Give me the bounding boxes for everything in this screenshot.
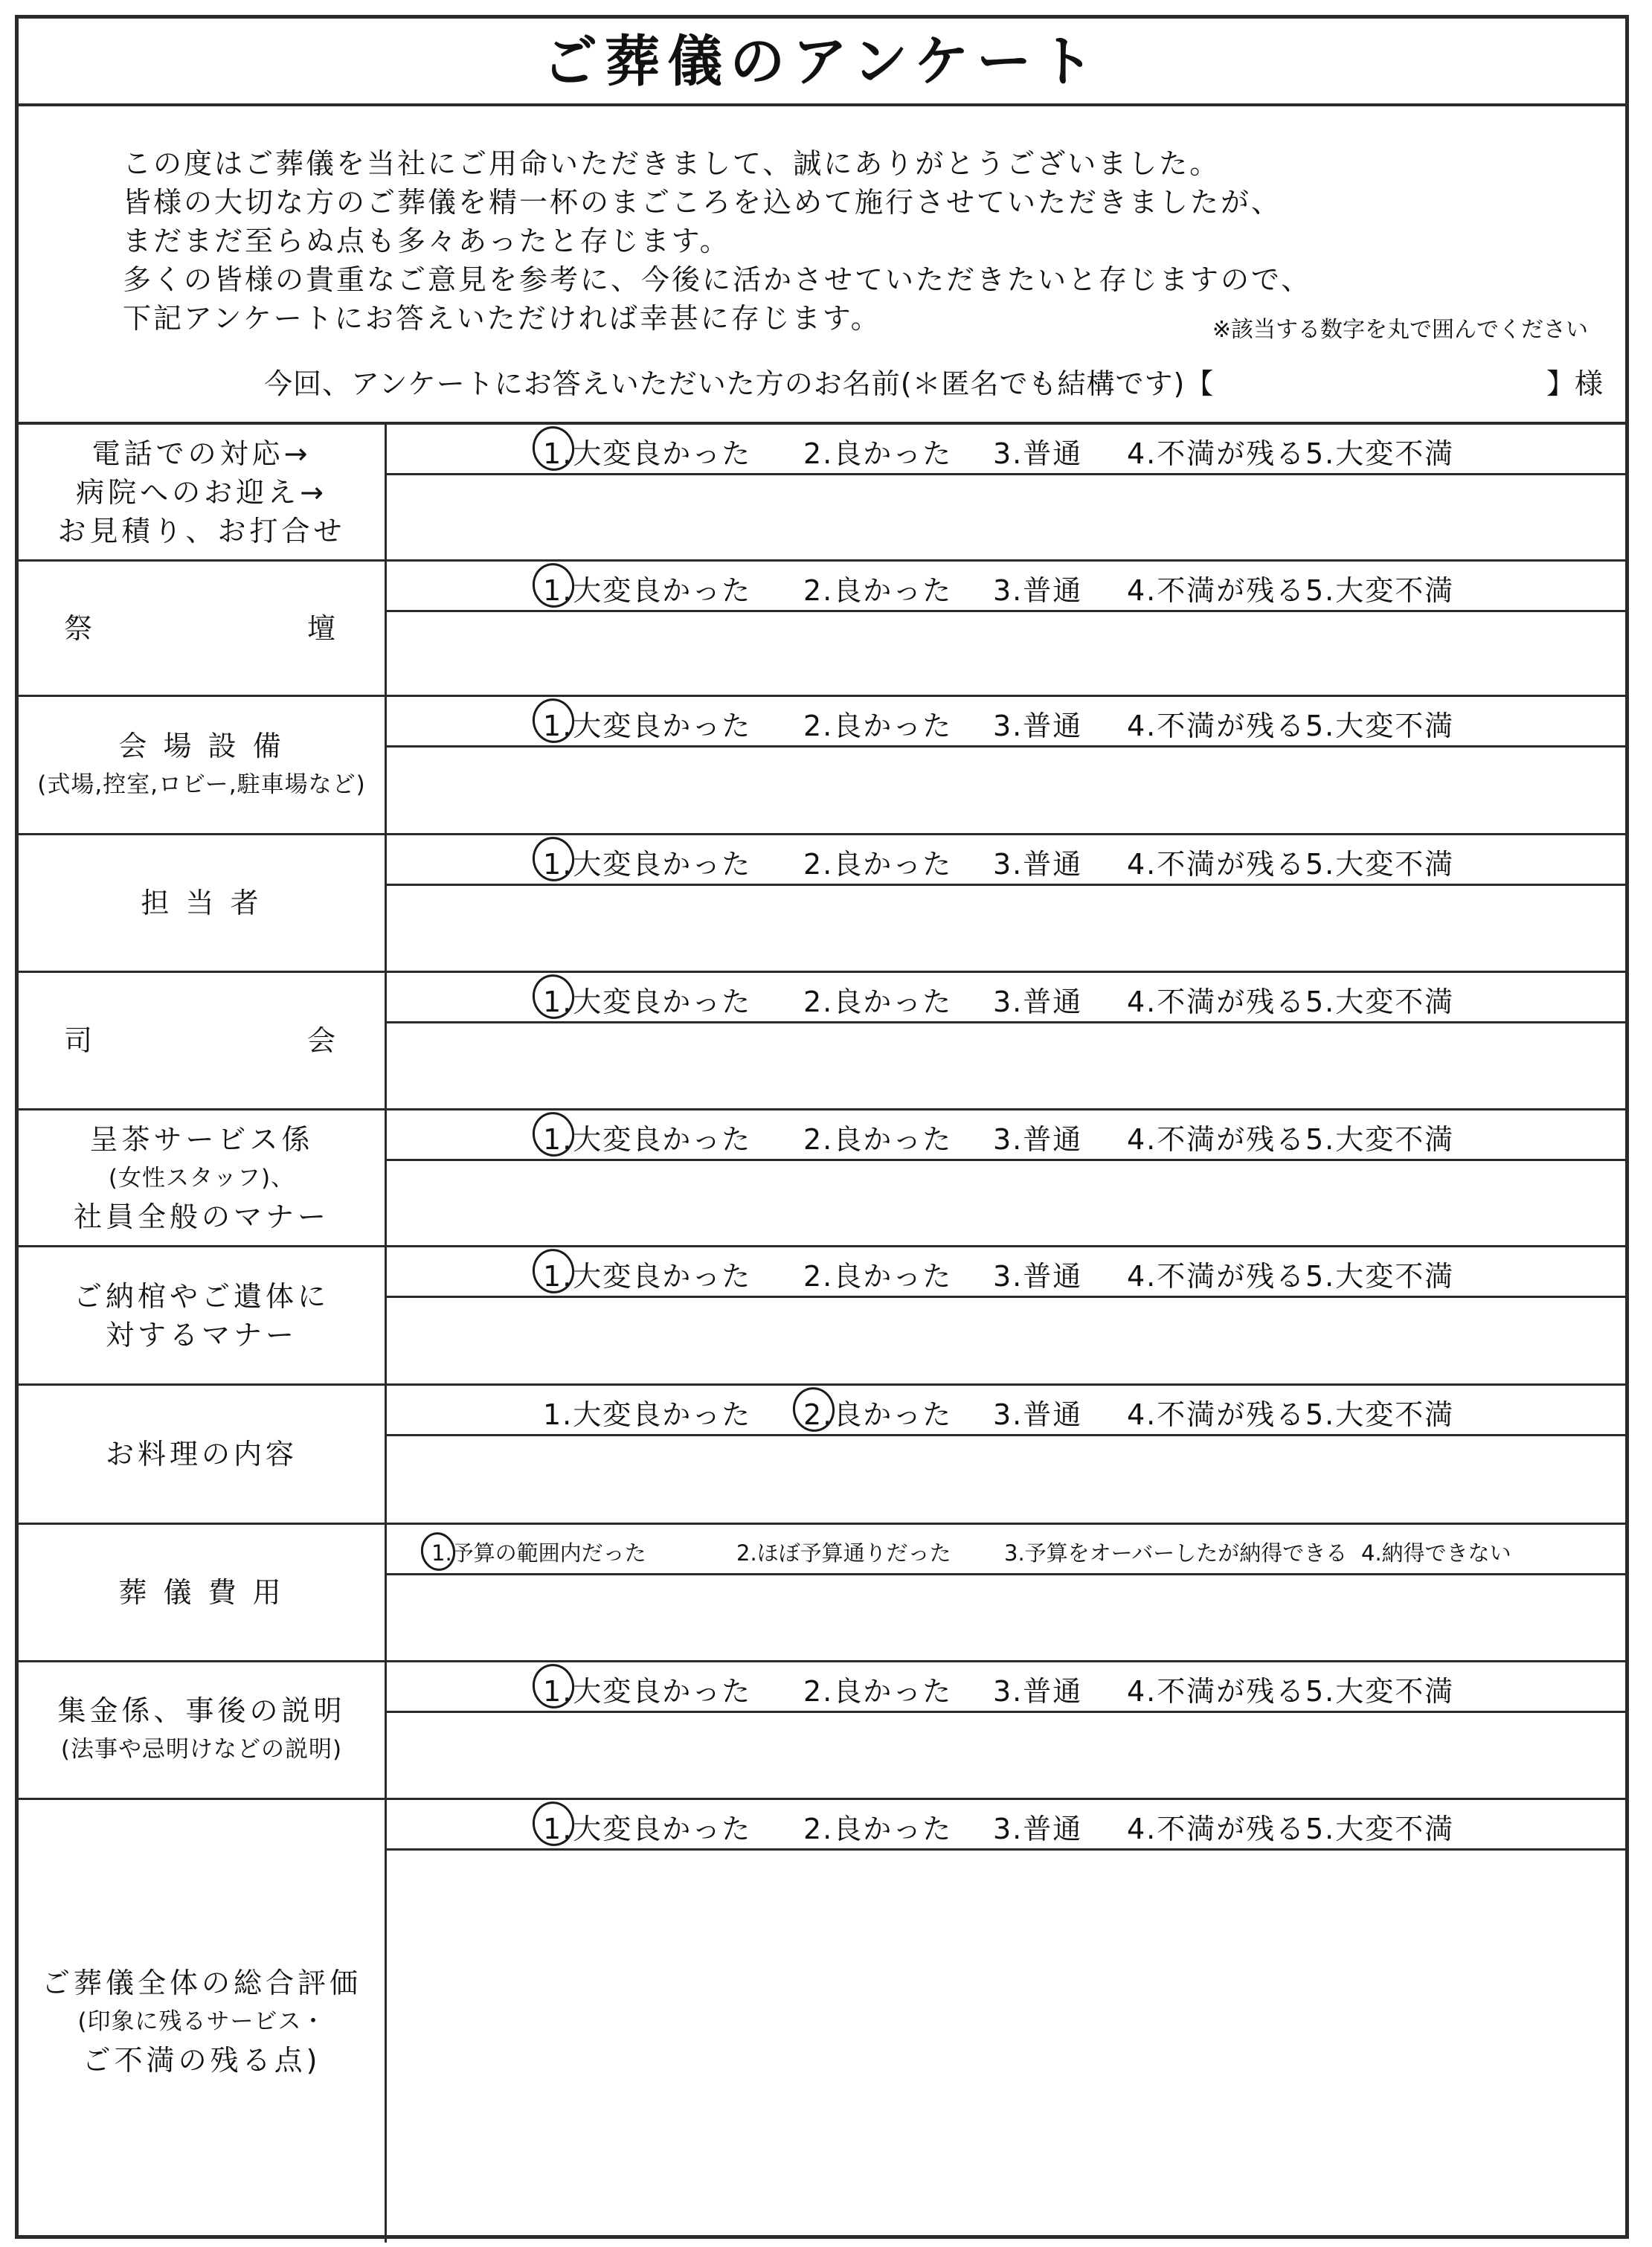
question-label-line: 担 当 者 (141, 887, 263, 919)
survey-sheet (15, 15, 1629, 2239)
answer-option-1[interactable]: 1.大変良かった (543, 574, 752, 607)
question-row (19, 1525, 1625, 1662)
answer-option-5[interactable]: 5.大変不満 (1305, 574, 1455, 607)
answer-option-4[interactable]: 4.納得できない (1361, 1540, 1511, 1566)
answer-option-3[interactable]: 3.予算をオーバーしたが納得できる (1004, 1540, 1348, 1566)
answer-options (387, 1110, 1625, 1161)
question-label-line: ご不満の残る点) (82, 2043, 321, 2077)
intro-line-4: 多くの皆様の貴重なご意見を参考に、今後に活かさせていただきたいと存じますので、 (123, 263, 1312, 296)
answer-options (387, 1662, 1625, 1713)
question-label (19, 697, 387, 833)
name-prompt (264, 361, 1504, 402)
answer-option-4[interactable]: 4.不満が残る (1127, 1260, 1306, 1293)
name-prompt-label: 今回、アンケートにお答えいただいた方のお名前(＊匿名でも結構です)【 (264, 367, 1215, 400)
question-label-line: 対するマナー (105, 1318, 298, 1351)
question-label-line: お料理の内容 (105, 1438, 298, 1470)
question-row (19, 1247, 1625, 1386)
question-label-line: (女性スタッフ)、 (108, 1164, 295, 1192)
answer-option-3[interactable]: 3.普通 (993, 986, 1083, 1018)
answer-option-5[interactable]: 5.大変不満 (1305, 1813, 1455, 1845)
question-label (19, 1386, 387, 1523)
answer-option-4[interactable]: 4.不満が残る (1127, 437, 1306, 470)
page-title: ご葬儀のアンケート (542, 30, 1102, 94)
question-row (19, 973, 1625, 1110)
question-label (19, 1800, 387, 2243)
question-label (19, 1525, 387, 1660)
answer-options (387, 425, 1625, 475)
intro-line-1: この度はご葬儀を当社にご用命いただきまして、誠にありがとうございました。 (123, 147, 1221, 180)
answer-option-5[interactable]: 5.大変不満 (1305, 1398, 1455, 1431)
answer-option-3[interactable]: 3.普通 (993, 1675, 1083, 1708)
answer-option-1[interactable]: 1.大変良かった (543, 1675, 752, 1708)
question-label-line: お見積り、お打合せ (57, 514, 346, 547)
question-row (19, 835, 1625, 973)
question-label-line: 祭 壇 (64, 611, 339, 645)
answer-options (387, 1247, 1625, 1298)
question-label (19, 835, 387, 971)
answer-option-3[interactable]: 3.普通 (993, 1813, 1083, 1845)
question-label (19, 973, 387, 1108)
answer-option-4[interactable]: 4.不満が残る (1127, 574, 1306, 607)
answer-option-1[interactable]: 1.大変良かった (543, 1813, 752, 1845)
answer-option-5[interactable]: 5.大変不満 (1305, 710, 1455, 742)
question-row (19, 1800, 1625, 2243)
question-label-line: (法事や忌明けなどの説明) (60, 1736, 343, 1763)
answer-option-5[interactable]: 5.大変不満 (1305, 848, 1455, 881)
question-label (19, 562, 387, 695)
answer-option-2[interactable]: 2.良かった (803, 1398, 953, 1431)
answer-option-2[interactable]: 2.良かった (803, 1123, 953, 1156)
answer-option-2[interactable]: 2.良かった (803, 848, 953, 881)
answer-option-2[interactable]: 2.良かった (803, 437, 953, 470)
answer-option-2[interactable]: 2.良かった (803, 1675, 953, 1708)
answer-option-3[interactable]: 3.普通 (993, 574, 1083, 607)
question-row (19, 697, 1625, 835)
answer-option-4[interactable]: 4.不満が残る (1127, 1123, 1306, 1156)
answer-option-3[interactable]: 3.普通 (993, 848, 1083, 881)
answer-options (387, 973, 1625, 1023)
answer-options (387, 697, 1625, 748)
answer-option-4[interactable]: 4.不満が残る (1127, 710, 1306, 742)
intro-line-5: 下記アンケートにお答えいただければ幸甚に存じます。 (123, 302, 881, 335)
question-label-line: 呈茶サービス係 (89, 1122, 314, 1156)
title-box (19, 19, 1625, 106)
question-row (19, 562, 1625, 697)
answer-option-3[interactable]: 3.普通 (993, 437, 1083, 470)
question-row (19, 1386, 1625, 1525)
question-label (19, 425, 387, 559)
answer-option-1[interactable]: 1.大変良かった (543, 1398, 752, 1431)
answer-option-1[interactable]: 1.大変良かった (543, 986, 752, 1018)
answer-option-3[interactable]: 3.普通 (993, 1123, 1083, 1156)
answer-option-3[interactable]: 3.普通 (993, 710, 1083, 742)
answer-option-2[interactable]: 2.良かった (803, 986, 953, 1018)
answer-option-1[interactable]: 1.大変良かった (543, 848, 752, 881)
question-label-line: 司 会 (64, 1024, 339, 1057)
question-label-line: 葬 儀 費 用 (118, 1576, 285, 1609)
answer-option-2[interactable]: 2.ほぼ予算通りだった (736, 1540, 951, 1566)
answer-options (387, 1386, 1625, 1436)
answer-option-1[interactable]: 1.大変良かった (543, 437, 752, 470)
answer-option-1[interactable]: 1.大変良かった (543, 1123, 752, 1156)
question-label-line: 会 場 設 備 (118, 729, 285, 762)
answer-option-1[interactable]: 1.予算の範囲内だった (431, 1540, 646, 1566)
question-label (19, 1247, 387, 1383)
answer-option-2[interactable]: 2.良かった (803, 574, 953, 607)
answer-options (387, 1525, 1625, 1575)
answer-option-2[interactable]: 2.良かった (803, 1260, 953, 1293)
answer-option-4[interactable]: 4.不満が残る (1127, 986, 1306, 1018)
answer-option-2[interactable]: 2.良かった (803, 710, 953, 742)
answer-option-5[interactable]: 5.大変不満 (1305, 437, 1455, 470)
answer-option-3[interactable]: 3.普通 (993, 1398, 1083, 1431)
question-label-line: 電話での対応→ (91, 437, 312, 470)
question-label-line: 集金係、事後の説明 (57, 1694, 346, 1727)
intro-line-3: まだまだ至らぬ点も多々あったと存じます。 (123, 225, 730, 257)
answer-option-4[interactable]: 4.不満が残る (1127, 1398, 1306, 1431)
question-label-line: ご納棺やご遺体に (73, 1279, 330, 1313)
name-suffix: 】様 (1546, 367, 1603, 400)
answer-option-4[interactable]: 4.不満が残る (1127, 1675, 1306, 1708)
intro-box (19, 106, 1625, 425)
answer-option-5[interactable]: 5.大変不満 (1305, 1675, 1455, 1708)
question-row (19, 1662, 1625, 1800)
answer-option-5[interactable]: 5.大変不満 (1305, 1260, 1455, 1293)
question-label (19, 1662, 387, 1798)
answer-option-5[interactable]: 5.大変不満 (1305, 1123, 1455, 1156)
question-label-line: (印象に残るサービス・ (77, 2007, 326, 2035)
question-label-line: 病院へのお迎え→ (76, 475, 327, 509)
question-label-line: (式場,控室,ロビー,駐車場など) (37, 771, 366, 798)
question-row (19, 425, 1625, 562)
answer-option-1[interactable]: 1.大変良かった (543, 1260, 752, 1293)
instruction-note: ※該当する数字を丸で囲んでください (1212, 317, 1588, 343)
answer-option-3[interactable]: 3.普通 (993, 1260, 1083, 1293)
answer-option-2[interactable]: 2.良かった (803, 1813, 953, 1845)
answer-options (387, 562, 1625, 612)
answer-option-4[interactable]: 4.不満が残る (1127, 848, 1306, 881)
intro-line-2: 皆様の大切な方のご葬儀を精一杯のまごころを込めて施行させていただきましたが、 (123, 186, 1282, 219)
question-label-line: 社員全般のマナー (73, 1200, 330, 1233)
question-row (19, 1110, 1625, 1247)
answer-option-4[interactable]: 4.不満が残る (1127, 1813, 1306, 1845)
question-label-line: ご葬儀全体の総合評価 (41, 1966, 361, 1999)
answer-options (387, 1800, 1625, 1851)
answer-option-1[interactable]: 1.大変良かった (543, 710, 752, 742)
answer-option-5[interactable]: 5.大変不満 (1305, 986, 1455, 1018)
answer-options (387, 835, 1625, 886)
selection-circle-mark (417, 1529, 459, 1574)
question-label (19, 1110, 387, 1245)
